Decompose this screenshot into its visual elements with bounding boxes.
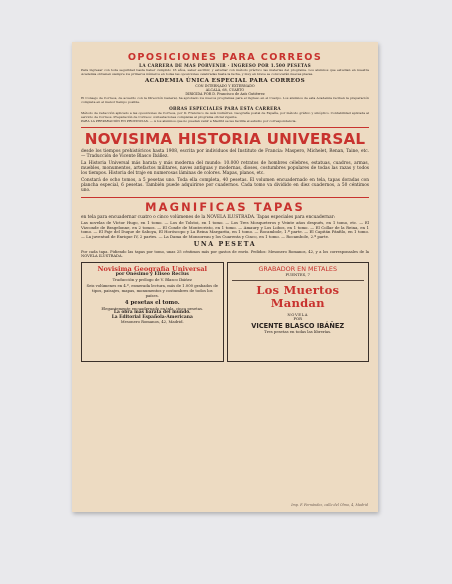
muertos-title: Los Muertos Mandan — [256, 282, 340, 311]
engraving-subtitle: PUENTES, 7 — [285, 271, 310, 277]
por-label: POR — [293, 316, 303, 322]
novel-label: NOVELA — [287, 311, 309, 317]
geografia-authors: por Onésimo y Eliseo Reclus — [115, 272, 189, 278]
geografia-box — [81, 262, 224, 362]
academy-subtitle: CON INTERNADO Y EXTERNADO — [195, 84, 255, 89]
geografia-price: 4 pesetas el tomo. — [124, 300, 180, 307]
engraving-title: GRABADOR EN METALES — [258, 264, 338, 273]
geografia-title: Novisima Geografia Universal — [97, 264, 207, 273]
divider — [232, 280, 365, 281]
geografia-address: Mesonero Romanos, 42, Madrid. — [120, 319, 184, 325]
oposiciones-intro: Para ingresar con toda seguridad basta haber cumplido 16 años, saber escribir, y estudiar con método práctico las materias del programa. Los alumnos que estudian en nuestra Academia obtienen siempre los primeros números en todas las oposiciones celebradas hasta la fecha, y muy en breve se convocarán nuevas plazas. — [81, 68, 369, 76]
geografia-publisher: La Editorial Española-Americana — [111, 314, 193, 320]
geografia-cheapest: La obra más barata del mundo. — [113, 310, 191, 316]
geografia-bound: Elegantemente encuadernado en tela, cinco pesetas. — [101, 305, 204, 311]
divider — [81, 197, 369, 198]
geografia-translator: Traducción y prólogo de V. Blasco Ibáñez — [112, 276, 192, 282]
academy-address: ALCALÁ, 68, CUARTO — [205, 88, 245, 93]
historia-text-2: La Historia Universal más barata y más moderna del mundo: 10.000 retratos de hombres célebres, estatuas, cuadros, armas, muebles, monumentos, artefactos militares, naves antiguas y modernas, dioses, costumbres populares de todas las razas y todos los tiempos. Historia del traje en numerosas láminas de colores. Mapas, planos, etc. — [81, 160, 369, 177]
muertos-price: Tres pesetas en todas las librerías. — [264, 328, 332, 334]
academy-director: DIRIGIDA POR D. Francisco de Asís Gutiérrez — [185, 92, 265, 97]
bottom-boxes — [81, 262, 369, 362]
muertos-box — [227, 262, 370, 362]
oposiciones-body-1: El Consejo de Correos, de acuerdo con la Dirección General, ha aprobado los nuevos programas para el ingreso en el Cuerpo. Los alumnos de esta Academia reciben la preparación completa en el menor tiempo posible. — [81, 96, 369, 104]
historia-price: Constará de ocho tomos, a 5 pesetas uno. Toda ella completa, 40 pesetas. El volumen encuadernado en tela, tapas doradas con plancha especial, 6 pesetas. También puede adquirirse por cuadernos. Cada tomo va dividido en diez cuadernos, a 50 céntimos uno. — [81, 177, 369, 194]
historia-title: NOVISIMA HISTORIA UNIVERSAL — [84, 130, 366, 149]
tapas-text-2: Las novelas de Víctor Hugo, en 1 tomo. — Los de Tolstoi, en 1 tomo. — Los Tres Mosqueteros y Veinte años después, en 1 tomo, etc. — El Vizconde de Bragelonne, en 2 tomos. — El Conde de Montecristo, en 1 tomo. — Amaury y Los Lobos, en 1 tomo. — El Collar de la Reina, en 1 tomo. — El Paje del Duque de Saboya, El Horóscopo y La Reina Margarita, en 1 tomo. — Rocambole, 1.ª parte. — El Capitán Pánfilo, en 1 tomo. — La juventud de Enrique IV, 2 partes. — La Dama de Monsoreau y los Cuarenta y Cinco, en 1 tomo. — Rocambole, 2.ª parte. — [81, 219, 369, 240]
oposiciones-title: OPOSICIONES PARA CORREOS — [127, 52, 323, 63]
tapas-text-1: en tela para encuadernar cuatro o cinco volúmenes de la NOVELA ILUSTRADA. Tapas especiales para encuadernar: — [81, 214, 336, 220]
tapas-price-heading: UNA PESETA — [193, 241, 257, 249]
back-cover-page — [72, 42, 378, 512]
historia-text-1: desde los tiempos prehistóricos hasta 1908, escrita por individuos del Instituto de Francia: Maspero, Michelet, Renan, Taine, etc. — Traducción de Vicente Blasco Ibáñez. — [81, 149, 369, 160]
tapas-price: Por cada tapa. Pidiendo las tapas por tomo, unas 25 céntimos más por gastos de envío. Pedidos: Mesonero Romanos, 42, y a los corresponsales de la NOVELA ILUSTRADA. — [81, 249, 369, 259]
oposiciones-subtitle: LA CARRERA DE MAS PORVENIR · INGRESO POR 1.500 PESETAS — [139, 63, 311, 68]
academy-title: ACADEMIA ÚNICA ESPECIAL PARA CORREOS — [144, 77, 306, 84]
geografia-description: Seis volúmenes en 4.º, esmerada lectura, más de 1.000 grabados de tipos, paisajes, mapas, monumentos y costumbres de todos los países. — [86, 283, 219, 298]
works-title: OBRAS ESPECIALES PARA ESTA CARRERA — [169, 105, 281, 111]
divider — [81, 127, 369, 128]
muertos-author: VICENTE BLASCO IBÁÑEZ — [251, 321, 345, 330]
oposiciones-body-2: Método de redacción aplicado a las oposiciones de Correos, por D. Francisco de Asís Gutiérrez. Geografía postal de España, por método gráfico y sinóptico. Contabilidad aplicada al servicio de Correos. Preparación de Correos: contestaciones completas al programa oficial vigente. — [81, 110, 369, 119]
printer-imprint: Imp. F. Fernández, calle del Olmo, 4, Madrid — [291, 503, 368, 507]
tapas-title: MAGNIFICAS TAPAS — [145, 199, 305, 214]
oposiciones-footer: PARA LA PREPARACIÓN EN PROVINCIAS. — A los alumnos que no puedan venir a Madrid se les facilita el estudio por correspondencia. — [81, 119, 297, 124]
